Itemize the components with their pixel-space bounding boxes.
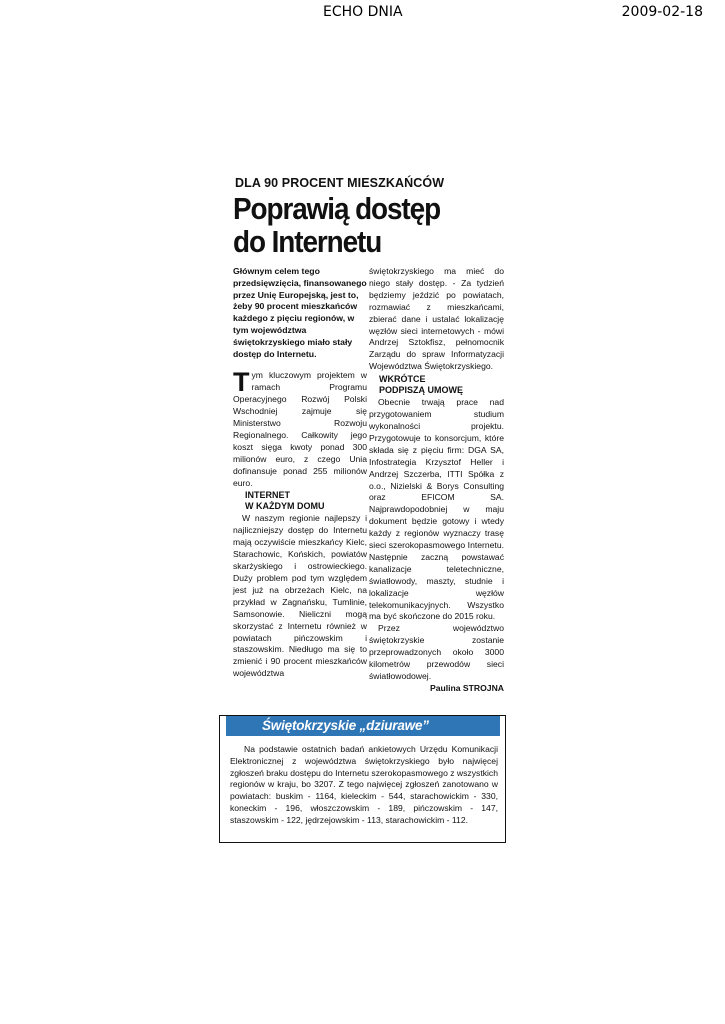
subheading-line: INTERNET [245, 490, 290, 501]
article-paragraph: świętokrzyskiego ma mieć do niego stały dostęp. - Za tydzień będziemy jeździć po powiatach, rozmawiać z mieszkańcami, zbierać dane i ustalać lokalizację węzłów sieci internetowych - mówi Andrzej Sztokfisz, pełnomocnik Zarządu do spraw Informatyzacji Województwa Świętokrzyskiego. [369, 266, 504, 372]
article-lead: Głównym celem tego przedsięwzięcia, finansowanego przez Unię Europejską, jest to, żeby 90 procent mieszkańców każdego z pięciu regionów, w tym województwa świętokrzyskiego miało stały dostęp do Internetu. [233, 266, 367, 359]
sidebar-box [219, 715, 506, 843]
page-header [0, 0, 725, 26]
newspaper-clipping [219, 170, 506, 842]
subheading [369, 374, 504, 395]
article-headline: Poprawią dostęp do Internetu [233, 191, 441, 259]
article-column-left [233, 266, 367, 680]
article-paragraph: Przez województwo świętokrzyskie zostanie przeprowadzonych około 3000 kilometrów przewodów sieci światłowodowej. [369, 623, 504, 681]
article-paragraph: W naszym regionie najlepszy i najliczniejszy dostęp do Internetu mają oczywiście mieszkańcy Kielc, Starachowic, Końskich, powiatów skarżyskiego i ostrowieckiego. Duży problem pod tym względem jest już na obrzeżach Kielc, na przykład w Zagnańsku, Tumlinie, Samsonowie. Nieliczni mogą skorzystać z Internetu również w powiatach pińczowskim i staszowskim. Niedługo ma się to zmienić i 90 procent mieszkańców województwa [233, 513, 367, 679]
article-column-right [369, 266, 504, 695]
article-paragraph-text: ym kluczowym projektem w ramach Programu Operacyjnego Rozwój Polski Wschodniej zajmuje się Ministerstwo Rozwoju Regionalnego. Całkowity jego koszt sięga kwoty ponad 300 milionów euro, z czego Unia dofinansuje ponad 255 milionów euro. [233, 370, 367, 488]
subheading-line: W KAŻDYM DOMU [245, 500, 325, 511]
drop-cap: T [233, 367, 250, 398]
publication-name: ECHO DNIA [323, 4, 403, 20]
article-kicker: DLA 90 PROCENT MIESZKAŃCÓW [235, 176, 445, 190]
subheading-line: PODPISZĄ UMOWĘ [379, 384, 464, 395]
subheading [233, 490, 367, 511]
article-byline: Paulina STROJNA [429, 682, 504, 693]
sidebar-box-banner [226, 716, 500, 736]
article-paragraph [233, 367, 367, 489]
publication-date: 2009-02-18 [621, 4, 703, 20]
sidebar-box-body [230, 744, 498, 827]
subheading-line: WKRÓTCE [379, 374, 426, 385]
article-paragraph: Obecnie trwają prace nad przygotowaniem studium wykonalności projektu. Przygotowuje to konsorcjum, które składa się z pięciu firm: DGA SA, Infostrategia Krzysztof Heller i Andrzej Szczerba, ITTI Spółka z o.o., Nizielski & Borys Consulting oraz EFICOM SA. Najprawdopodobniej w maju dokument będzie gotowy i wtedy każdy z regionów wyznaczy trasę sieci szerokopasmowego Internetu. Następnie zaczną powstawać kanalizacje teletechniczne, światłowody, maszty, studnie i lokalizacje węzłów telekomunikacyjnych. Wszystko ma być skończone do 2015 roku. [369, 397, 504, 622]
sidebar-box-text: Na podstawie ostatnich badań ankietowych Urzędu Komunikacji Elektronicznej z województwa świętokrzyskiego było najwięcej zgłoszeń braku dostępu do Internetu szerokopasmowego z wszystkich regionów w kraju, bo 3207. Z tego najwięcej zgłoszeń zanotowano w powiatach: buskim - 1164, kieleckim - 544, starachowickim - 330, koneckim - 196, włoszczowskim - 189, pińczowskim - 147, staszowskim - 122, jędrzejowskim - 113, starachowickim - 112. [230, 744, 498, 825]
sidebar-box-title: Świętokrzyskie „dziurawe” [262, 718, 429, 733]
